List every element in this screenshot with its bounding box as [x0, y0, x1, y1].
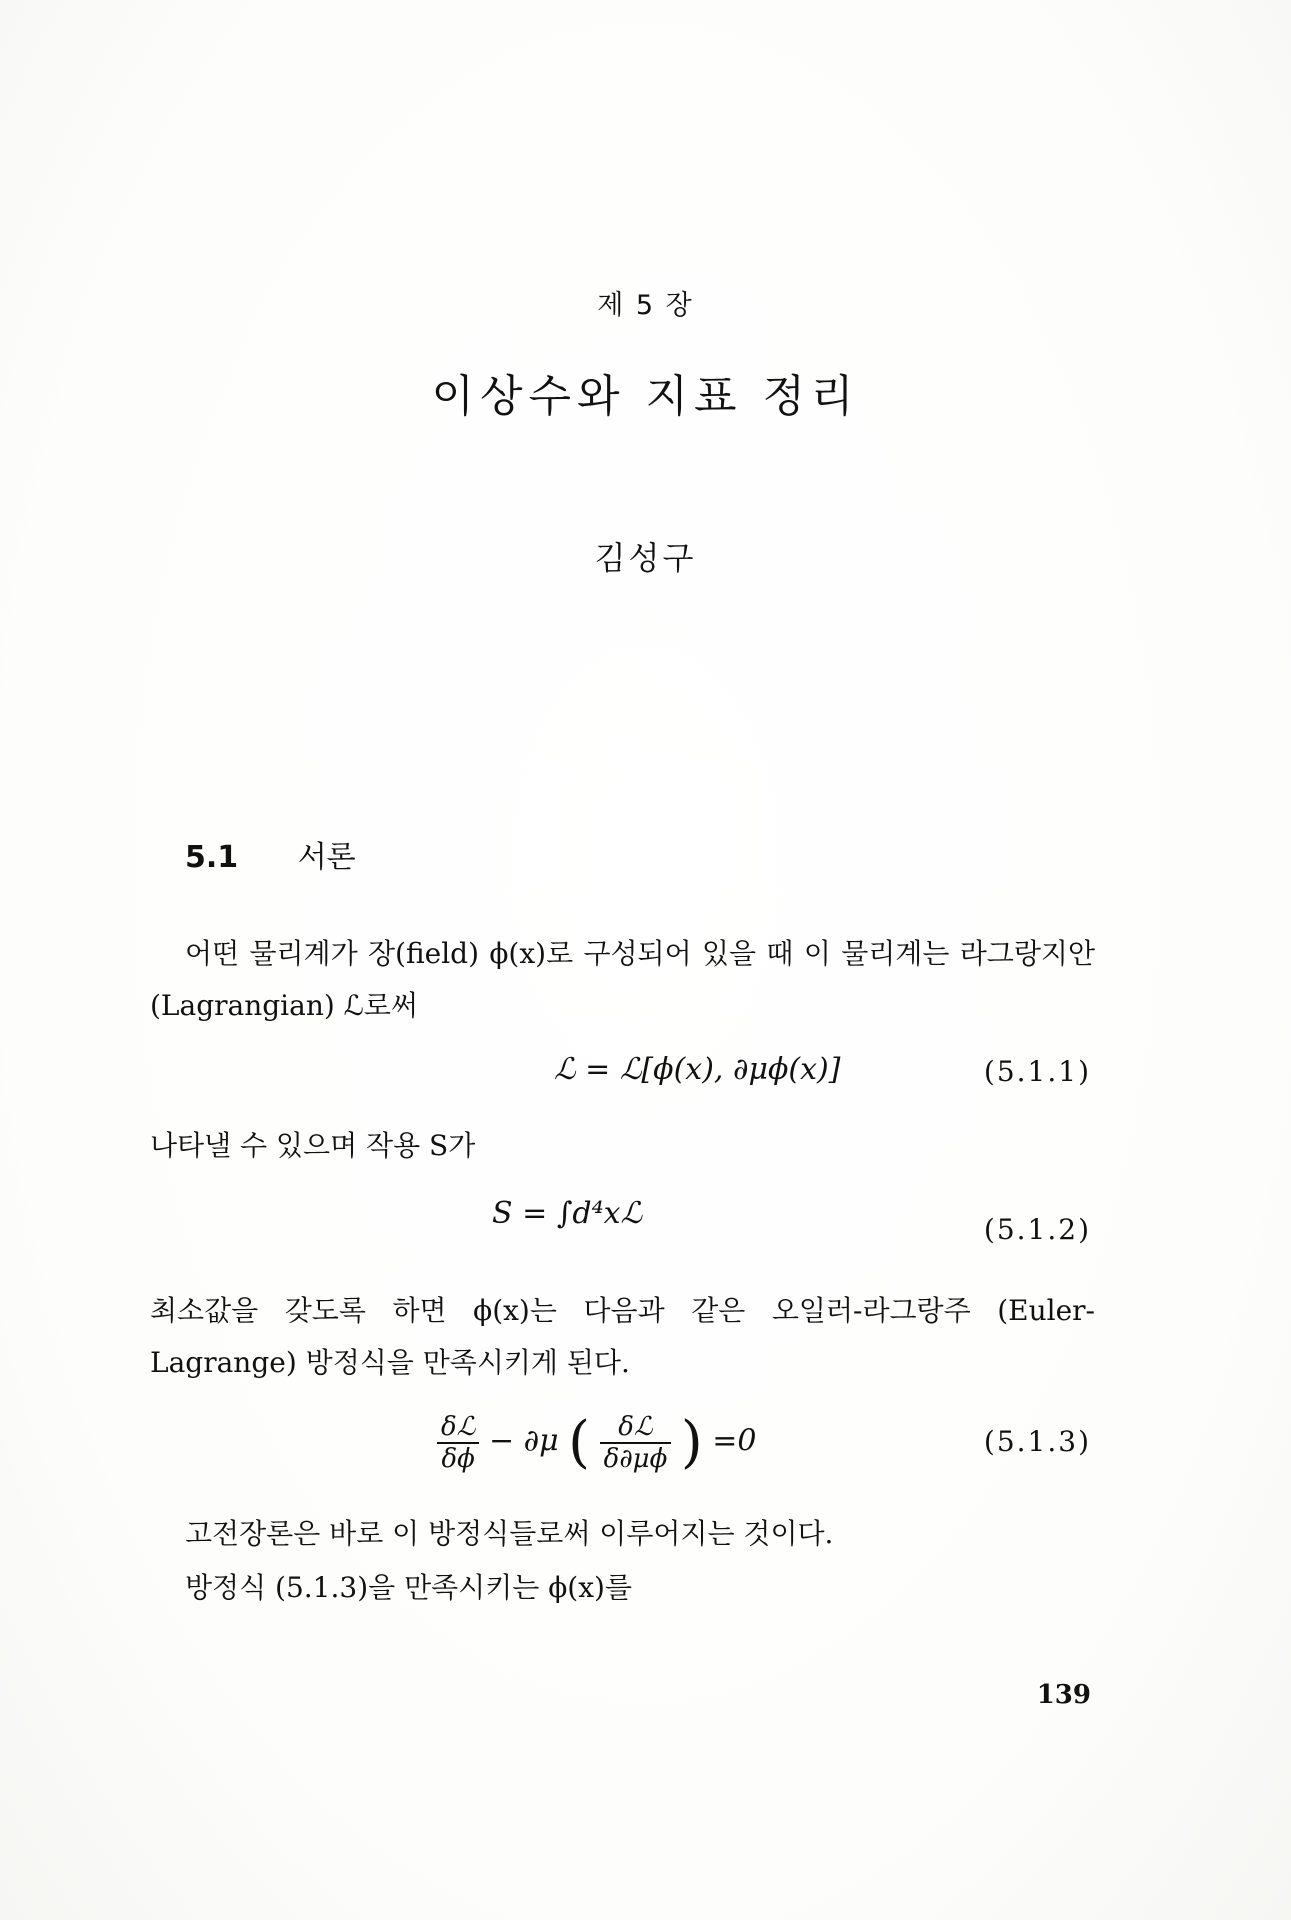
left-paren: (	[568, 1410, 591, 1475]
chapter-title: 이상수와 지표 정리	[431, 371, 860, 422]
fraction-denominator: δϕ	[441, 1443, 475, 1474]
equation-5-1-3	[437, 1410, 756, 1475]
equation-5-1-1: ℒ = ℒ[ϕ(x), ∂μϕ(x)]	[554, 1052, 841, 1087]
fraction-numerator: δℒ	[600, 1412, 672, 1444]
section-title: 서론	[297, 840, 356, 875]
equation-5-1-2: S = ∫d⁴xℒ	[492, 1196, 643, 1231]
paragraph-classical-field-theory	[185, 1508, 1130, 1560]
fraction-denominator: δ∂μϕ	[603, 1443, 668, 1474]
equation-number-5-1-1: (5.1.1)	[983, 1055, 1091, 1088]
equation-number-5-1-2: (5.1.2)	[983, 1213, 1091, 1246]
paragraph-intro	[150, 928, 1095, 1032]
paragraph-euler-lagrange	[150, 1285, 1095, 1389]
section-number: 5.1	[185, 840, 239, 875]
paragraph-solution-text: 방정식 (5.1.3)을 만족시키는 ϕ(x)를	[185, 1571, 632, 1604]
page-number: 139	[1036, 1680, 1091, 1710]
author-name: 김성구	[594, 539, 697, 577]
paragraph-action	[150, 1120, 1095, 1172]
chapter-label: 제 5 장	[597, 290, 694, 321]
paragraph-classical-field-theory-text: 고전장론은 바로 이 방정식들로써 이루어지는 것이다.	[185, 1517, 834, 1550]
right-paren: )	[680, 1410, 703, 1475]
fraction-dL-ddphi	[600, 1412, 672, 1474]
equation-middle-term: − ∂μ	[488, 1423, 559, 1459]
equation-number-5-1-3: (5.1.3)	[983, 1425, 1091, 1458]
section-heading	[185, 832, 356, 876]
equation-rhs: =0	[712, 1423, 757, 1459]
fraction-numerator: δℒ	[437, 1412, 479, 1444]
paragraph-solution	[185, 1562, 1130, 1614]
paragraph-action-text: 나타낼 수 있으며 작용 S가	[150, 1129, 476, 1162]
fraction-dL-dphi	[437, 1412, 479, 1474]
paragraph-intro-text: 어떤 물리계가 장(field) ϕ(x)로 구성되어 있을 때 이 물리계는 라그랑지안(Lagrangian) ℒ로써	[150, 937, 1095, 1022]
paragraph-euler-lagrange-text: 최소값을 갖도록 하면 ϕ(x)는 다음과 같은 오일러-라그랑주 (Euler-Lagrange) 방정식을 만족시키게 된다.	[150, 1294, 1095, 1379]
